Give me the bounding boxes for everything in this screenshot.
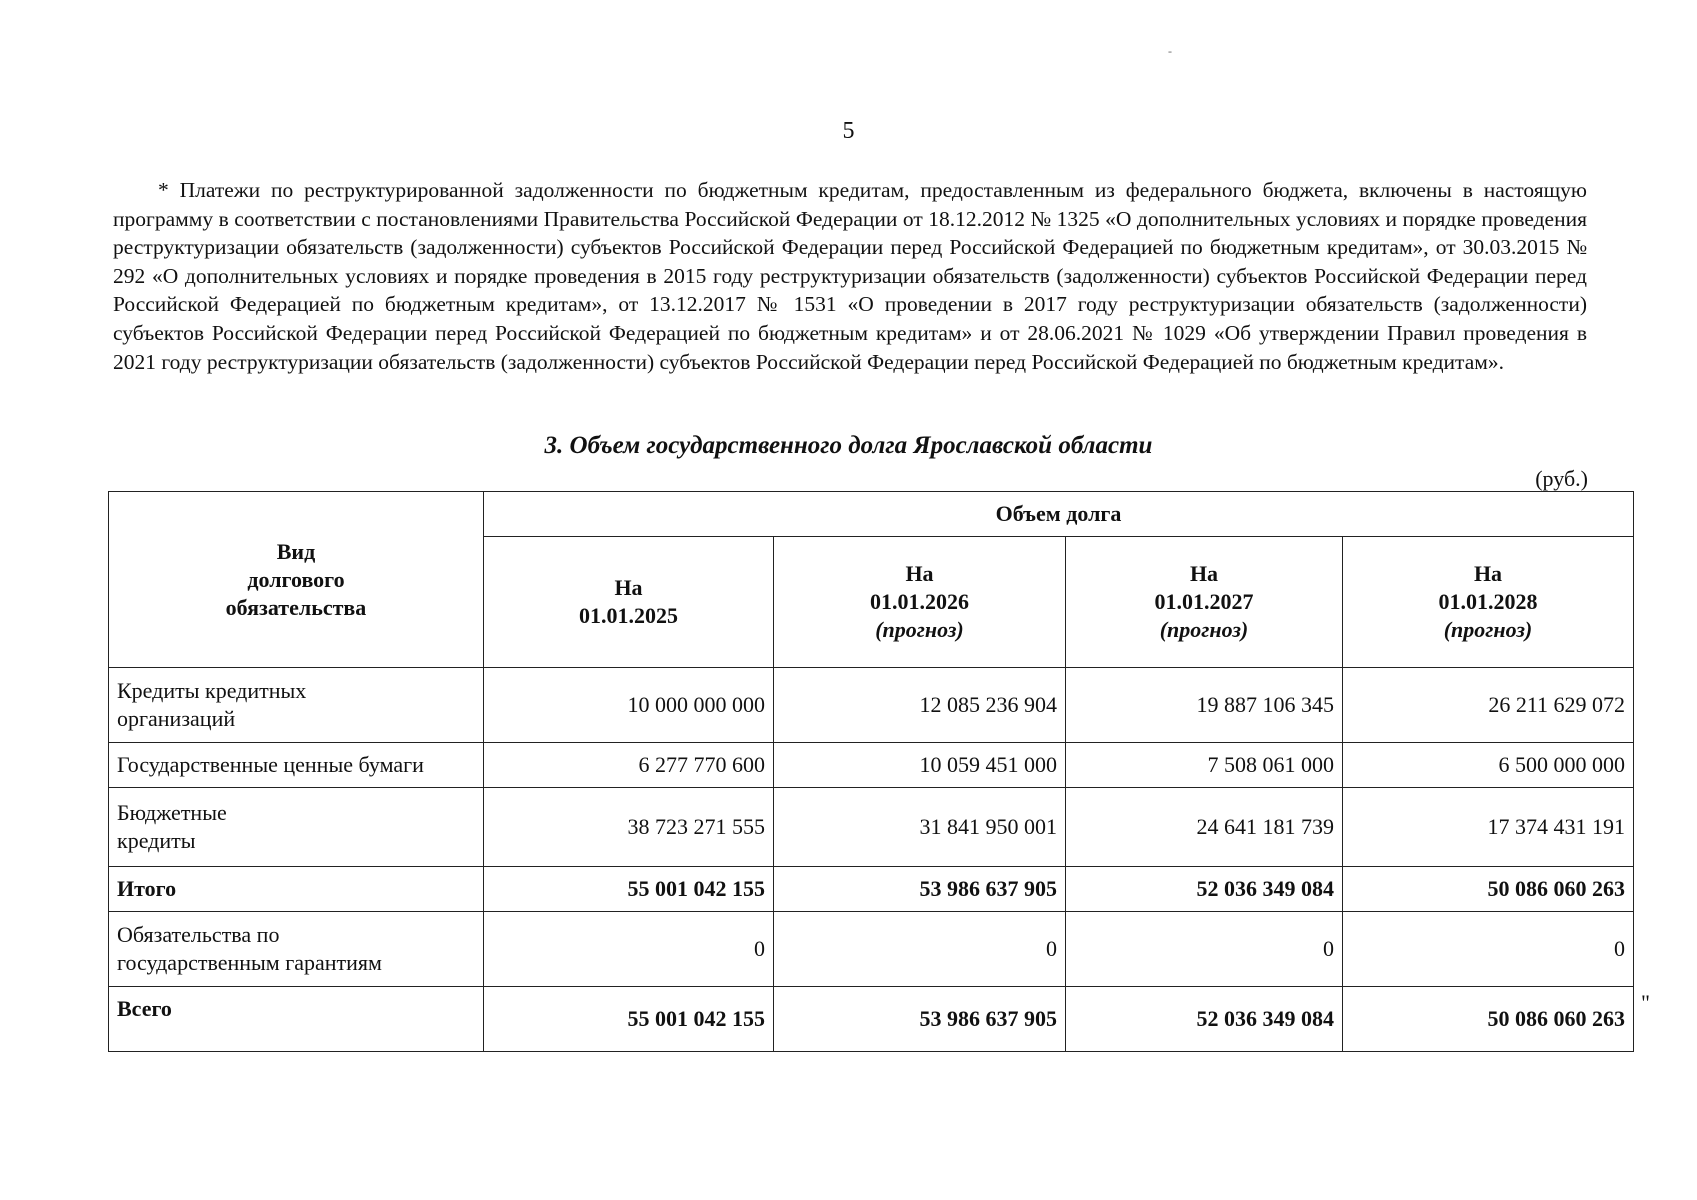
page-number: 5: [842, 118, 855, 144]
table-cell-value: 10 000 000 000: [484, 668, 774, 743]
table-row-government-securities: [109, 743, 1634, 788]
header-forecast-note: (прогноз): [875, 617, 964, 642]
table-row-grand-total: [109, 987, 1634, 1052]
header-date-2027: [1066, 537, 1343, 668]
header-date-prefix: На: [905, 561, 934, 586]
row-label: Всего: [109, 987, 484, 1052]
header-date-value: 01.01.2025: [579, 603, 678, 628]
row-label-line: Обязательства по: [117, 922, 280, 947]
table-cell-value: 0: [1343, 912, 1634, 987]
header-date-value: 01.01.2027: [1154, 589, 1254, 614]
row-label-line: организаций: [117, 706, 236, 731]
header-obligation-type-line: долгового: [247, 566, 345, 592]
scan-mark: -: [1168, 44, 1172, 58]
footnote-paragraph: * Платежи по реструктурированной задолженности по бюджетным кредитам, предоставленным из федерального бюджета, включены в настоящую программу в соответствии с постановлениями Правительства Российской Федерации от 18.12.2012 № 1325 «О дополнительных условиях и порядке проведения реструктуризации обязательств (задолженности) субъектов Российской Федерации перед Российской Федерацией по бюджетным кредитам», от 30.03.2015 № 292 «О дополнительных условиях и порядке проведения в 2015 году реструктуризации обязательств (задолженности) субъектов Российской Федерации перед Российской Федерацией по бюджетным кредитам», от 13.12.2017 № 1531 «О проведении в 2017 году реструктуризации обязательств (задолженности) субъектов Российской Федерации перед Российской Федерацией по бюджетным кредитам» и от 28.06.2021 № 1029 «Об утверждении Правил проведения в 2021 году реструктуризации обязательств (задолженности) субъектов Российской Федерации перед Российской Федерацией по бюджетным кредитам».: [113, 178, 1587, 374]
table-row-bank-credits: [109, 668, 1634, 743]
table-cell-value: 55 001 042 155: [484, 987, 774, 1052]
table-cell-value: 6 500 000 000: [1343, 743, 1634, 788]
table-cell-value: 31 841 950 001: [774, 788, 1066, 867]
table-cell-value: 7 508 061 000: [1066, 743, 1343, 788]
table-cell-value: 0: [1066, 912, 1343, 987]
row-label: [109, 788, 484, 867]
header-obligation-type-line: обязательства: [225, 594, 367, 620]
debt-volume-table: [108, 491, 1634, 1052]
table-cell-value: 55 001 042 155: [484, 867, 774, 912]
header-obligation-type-line: Вид: [276, 538, 316, 564]
header-date-value: 01.01.2026: [870, 589, 969, 614]
table-cell-value: 10 059 451 000: [774, 743, 1066, 788]
row-label: [109, 668, 484, 743]
section-title: 3. Объем государственного долга Ярославской области: [544, 432, 1153, 459]
table-cell-value: 50 086 060 263: [1343, 987, 1634, 1052]
row-label-line: Бюджетные: [117, 800, 227, 825]
table-cell-value: 24 641 181 739: [1066, 788, 1343, 867]
table-cell-value: 26 211 629 072: [1343, 668, 1634, 743]
table-cell-value: 52 036 349 084: [1066, 867, 1343, 912]
header-date-prefix: На: [614, 575, 643, 600]
header-debt-volume: Объем долга: [484, 492, 1634, 537]
row-label: [109, 912, 484, 987]
row-label-line: государственным гарантиям: [117, 950, 382, 975]
table-cell-value: 38 723 271 555: [484, 788, 774, 867]
table-cell-value: 12 085 236 904: [774, 668, 1066, 743]
table-cell-value: 19 887 106 345: [1066, 668, 1343, 743]
table-cell-value: 53 986 637 905: [774, 987, 1066, 1052]
row-label: Государственные ценные бумаги: [109, 743, 484, 788]
table-row-guarantees: [109, 912, 1634, 987]
table-row-budget-credits: [109, 788, 1634, 867]
table-cell-value: 50 086 060 263: [1343, 867, 1634, 912]
table-cell-value: 0: [484, 912, 774, 987]
table-cell-value: 52 036 349 084: [1066, 987, 1343, 1052]
header-date-value: 01.01.2028: [1438, 589, 1538, 614]
row-label: Итого: [109, 867, 484, 912]
header-forecast-note: (прогноз): [1443, 617, 1533, 642]
header-date-2025: [484, 537, 774, 668]
row-label-line: Кредиты кредитных: [117, 678, 307, 703]
table-row-subtotal: [109, 867, 1634, 912]
table-cell-value: 53 986 637 905: [774, 867, 1066, 912]
header-date-prefix: На: [1473, 561, 1503, 586]
table-cell-value: 6 277 770 600: [484, 743, 774, 788]
header-date-prefix: На: [1189, 561, 1219, 586]
header-forecast-note: (прогноз): [1159, 617, 1249, 642]
header-date-2026: [774, 537, 1066, 668]
table-cell-value: 17 374 431 191: [1343, 788, 1634, 867]
units-label: (руб.): [1535, 466, 1588, 491]
closing-quote-mark: ": [1641, 990, 1650, 1015]
header-date-2028: [1343, 537, 1634, 668]
table-cell-value: 0: [774, 912, 1066, 987]
row-label-line: кредиты: [117, 828, 196, 853]
header-obligation-type: [109, 492, 484, 668]
